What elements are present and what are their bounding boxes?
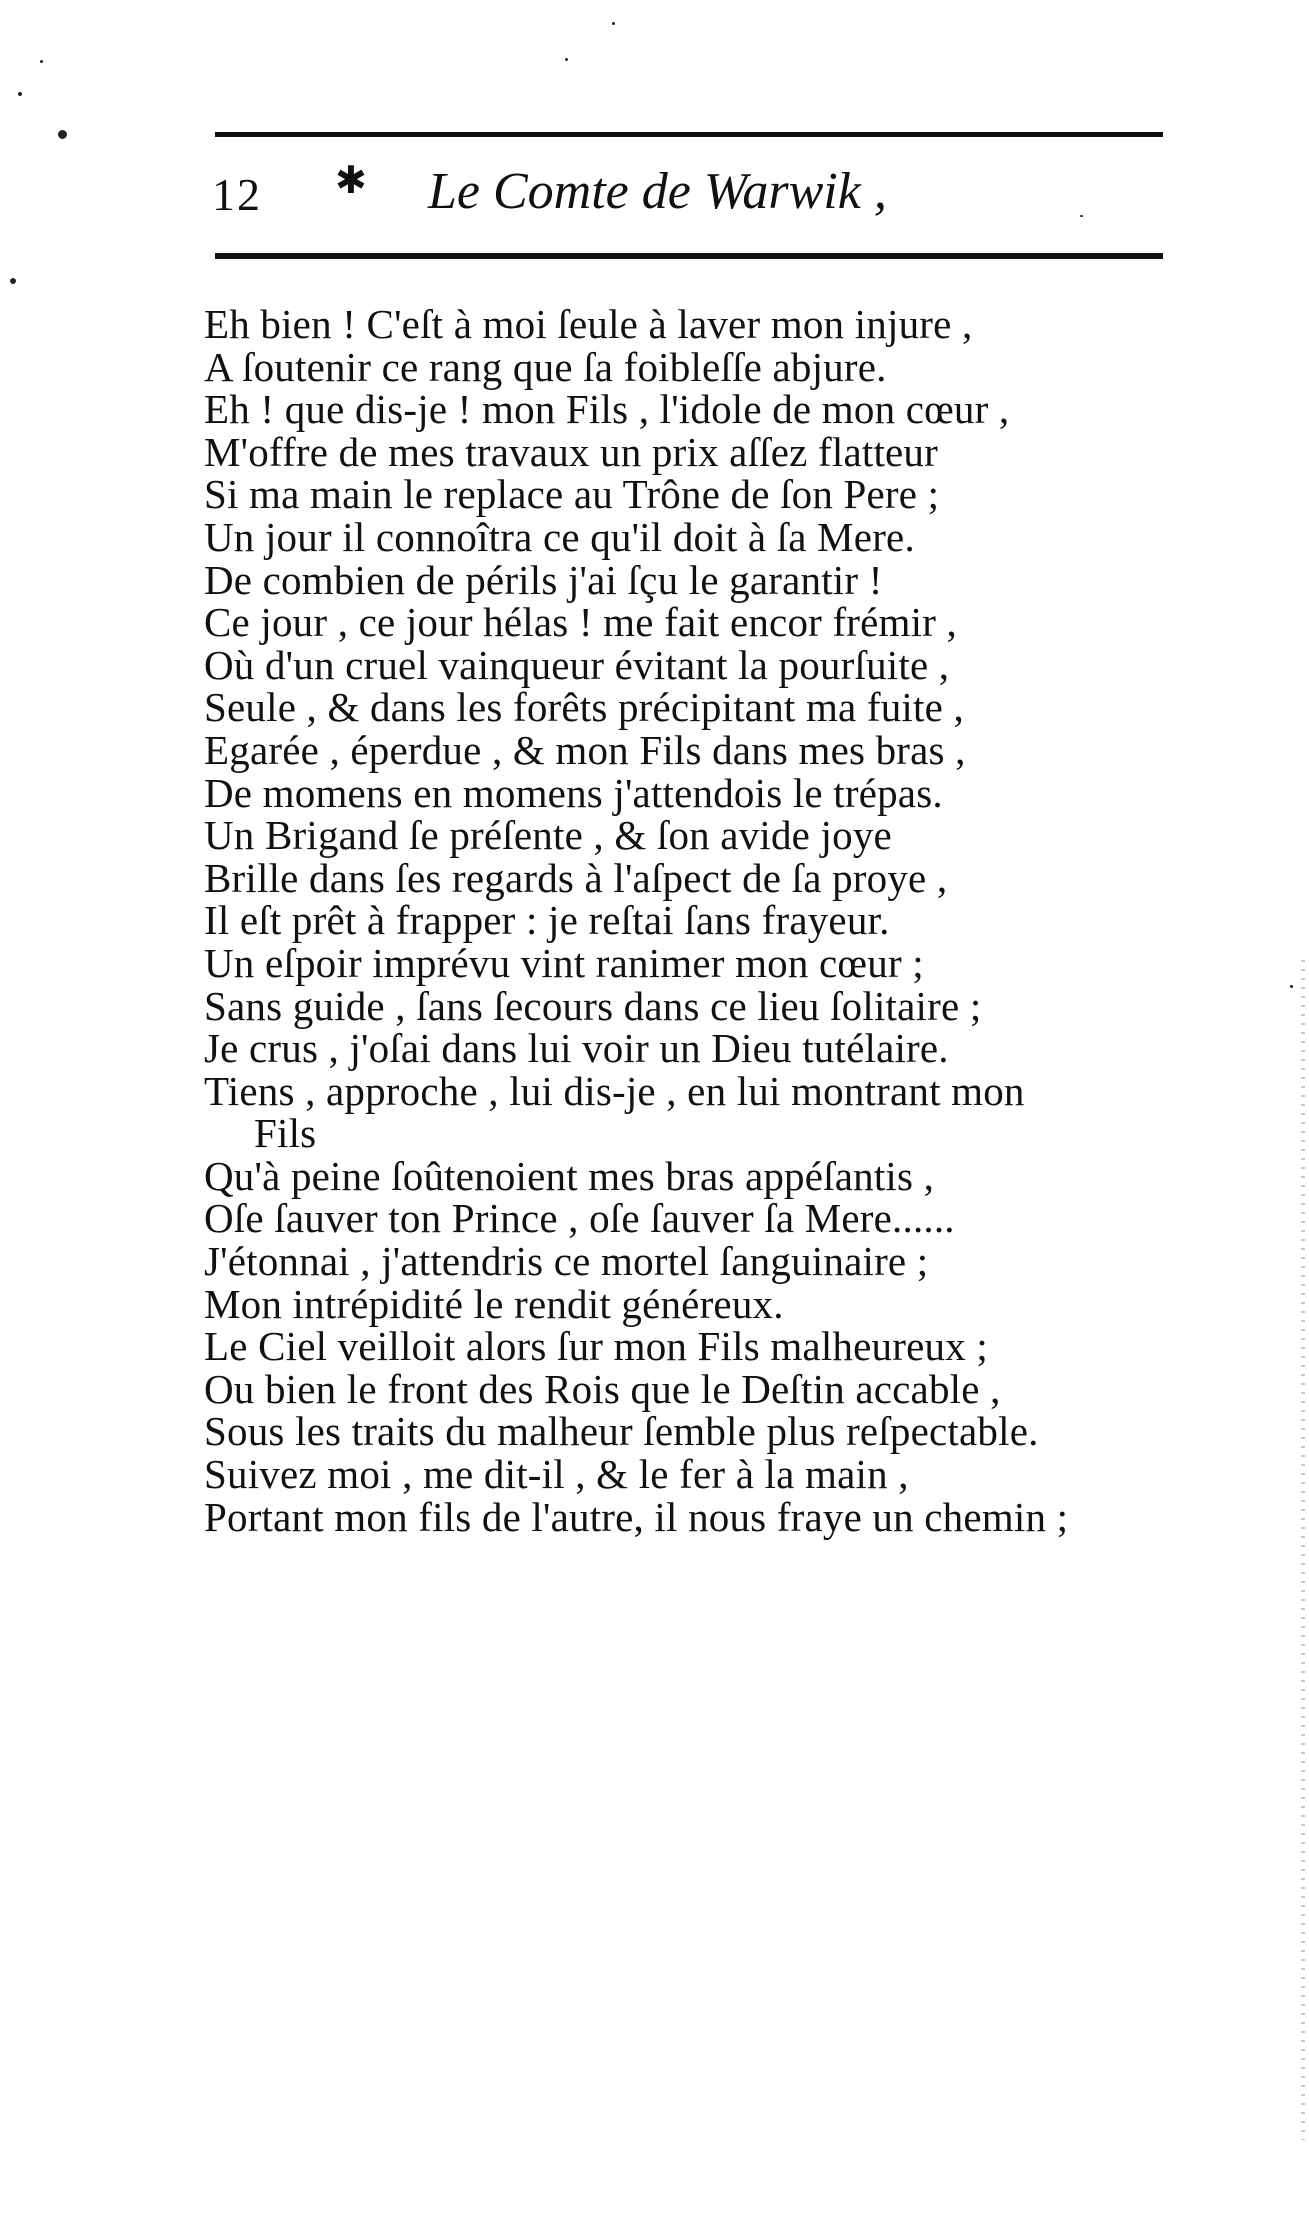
verse-line: Je crus , j'oſai dans lui voir un Dieu tutélaire. xyxy=(204,1025,949,1072)
verse-line: Brille dans ſes regards à l'aſpect de ſa proye , xyxy=(204,854,948,901)
verse-line: De combien de périls j'ai ſçu le garantir ! xyxy=(204,556,883,603)
verse-line: Sans guide , ſans ſecours dans ce lieu ſolitaire ; xyxy=(204,982,982,1029)
verse-line: Le Ciel veilloit alors ſur mon Fils malheureux ; xyxy=(204,1323,988,1370)
verse-line: Egarée , éperdue , & mon Fils dans mes bras , xyxy=(204,726,966,773)
verse-line: M'offre de mes travaux un prix aſſez flatteur xyxy=(204,428,938,475)
page-header xyxy=(0,158,1309,238)
running-title: Le Comte de Warwik , xyxy=(428,163,887,220)
verse-line: Oſe ſauver ton Prince , oſe ſauver ſa Mere...... xyxy=(204,1195,955,1242)
scan-speck xyxy=(612,22,615,25)
verse-line: Ou bien le front des Rois que le Deſtin accable , xyxy=(204,1365,1001,1412)
scan-speck xyxy=(40,60,43,63)
verse-line: A ſoutenir ce rang que ſa foibleſſe abjure. xyxy=(204,343,887,390)
verse-line: Un Brigand ſe préſente , & ſon avide joye xyxy=(204,812,892,859)
scan-speck xyxy=(565,58,568,61)
verse-line: Mon intrépidité le rendit généreux. xyxy=(204,1280,784,1327)
verse-line: J'étonnai , j'attendris ce mortel ſanguinaire ; xyxy=(204,1238,929,1285)
verse-text xyxy=(204,303,1194,1538)
scan-edge-noise xyxy=(1301,960,1305,2140)
scan-speck xyxy=(10,278,16,284)
verse-line: Eh ! que dis-je ! mon Fils , l'idole de mon cœur , xyxy=(204,386,1010,433)
ornament-icon: ✱ xyxy=(335,160,367,202)
page-number: 12 xyxy=(212,169,262,220)
verse-line: Eh bien ! C'eſt à moi ſeule à laver mon injure , xyxy=(204,301,973,347)
verse-line: De momens en momens j'attendois le trépas. xyxy=(204,769,943,816)
verse-line: Un eſpoir imprévu vint ranimer mon cœur ; xyxy=(204,939,924,986)
scan-speck xyxy=(1080,215,1083,217)
verse-line-continuation: Fils xyxy=(254,1110,317,1157)
header-top-rule xyxy=(215,132,1163,137)
verse-line: Suivez moi , me dit-il , & le fer à la main , xyxy=(204,1451,909,1498)
verse-line: Il eſt prêt à frapper : je reſtai ſans frayeur. xyxy=(204,897,890,944)
header-bottom-rule xyxy=(215,253,1163,259)
verse-line: Si ma main le replace au Trône de ſon Pere ; xyxy=(204,471,940,518)
verse-line: Un jour il connoîtra ce qu'il doit à ſa Mere. xyxy=(204,513,915,560)
verse-line: Qu'à peine ſoûtenoient mes bras appéſantis , xyxy=(204,1152,935,1199)
scan-speck xyxy=(1290,985,1293,988)
verse-line: Tiens , approche , lui dis-je , en lui montrant mon xyxy=(204,1067,1025,1114)
scan-speck xyxy=(18,92,22,96)
verse-line: Seule , & dans les forêts précipitant ma fuite , xyxy=(204,684,964,731)
verse-line: Ce jour , ce jour hélas ! me fait encor frémir , xyxy=(204,599,957,646)
scan-speck xyxy=(58,130,67,139)
verse-line: Sous les traits du malheur ſemble plus reſpectable. xyxy=(204,1408,1039,1455)
verse-line: Portant mon fils de l'autre, il nous fraye un chemin ; xyxy=(204,1493,1069,1540)
verse-line: Où d'un cruel vainqueur évitant la pourſuite , xyxy=(204,641,950,688)
